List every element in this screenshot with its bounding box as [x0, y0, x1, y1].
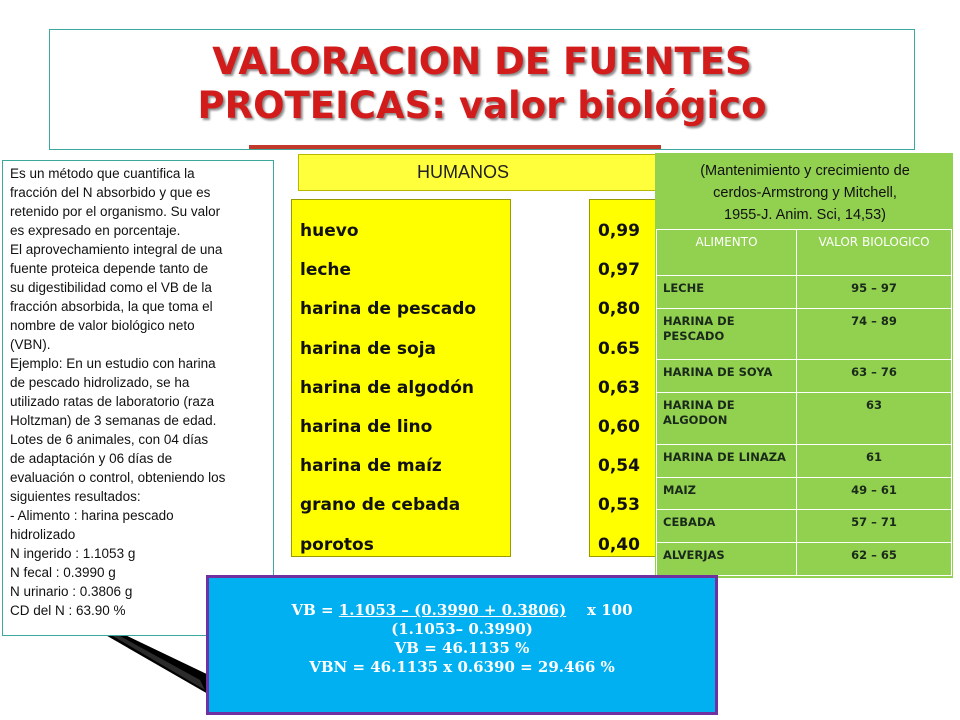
title-banner [49, 29, 915, 150]
row-value: 63 – 76 [797, 360, 952, 393]
description-line: - Alimento : harina pescado [10, 508, 174, 523]
description-line: nombre de valor biológico neto [10, 318, 195, 333]
description-line: Es un método que cuantifica la [10, 166, 195, 181]
food-item: harina de maíz [300, 456, 442, 477]
table-row [657, 510, 952, 543]
description-line: es expresado en porcentaje. [10, 223, 181, 238]
row-food: MAIZ [657, 477, 797, 510]
row-food: HARINA DE SOYA [657, 360, 797, 393]
description-line: su digestibilidad como el VB de la [10, 280, 212, 295]
description-line: (VBN). [10, 337, 51, 352]
row-value: 74 – 89 [797, 308, 952, 360]
description-line: N fecal : 0.3990 g [10, 565, 116, 580]
food-item: harina de lino [300, 417, 433, 438]
title-line-2: PROTEICAS: valor biológico [197, 84, 767, 127]
source-note-line: (Mantenimiento y crecimiento de [700, 163, 910, 179]
value-item: 0,63 [598, 377, 640, 398]
row-value: 62 – 65 [797, 543, 952, 576]
description-line: Holtzman) de 3 semanas de edad. [10, 413, 217, 428]
food-item: grano de cebada [300, 495, 461, 516]
source-note-line: 1955-J. Anim. Sci, 14,53) [724, 207, 886, 223]
row-food: HARINA DE PESCADO [657, 308, 797, 360]
description-line: de adaptación y 06 días de [10, 451, 173, 466]
table-row [657, 276, 952, 309]
value-item: 0,40 [598, 534, 640, 555]
value-item: 0,80 [598, 299, 640, 320]
humanos-foods-list [291, 199, 511, 557]
table-row [657, 444, 952, 477]
table-row [657, 477, 952, 510]
title-underline [249, 145, 661, 149]
description-line: de pescado hidrolizado, se ha [10, 375, 190, 390]
row-value: 49 – 61 [797, 477, 952, 510]
description-line: fuente proteica depende tanto de [10, 261, 209, 276]
formula-multiplier: x 100 [566, 601, 633, 619]
table-row [657, 543, 952, 576]
description-line: fracción absorbida, la que toma el [10, 299, 213, 314]
description-line: hidrolizado [10, 527, 76, 542]
value-item: 0,54 [598, 456, 640, 477]
formula-line-3: VB = 46.1135 % [394, 639, 530, 657]
description-line: siguientes resultados: [10, 489, 141, 504]
row-value: 95 – 97 [797, 276, 952, 309]
table-row [657, 360, 952, 393]
title-line-1: VALORACION DE FUENTES [212, 40, 752, 83]
row-value: 61 [797, 444, 952, 477]
formula-line-1 [209, 601, 715, 620]
description-line: retenido por el organismo. Su valor [10, 204, 221, 219]
humanos-header: HUMANOS [298, 154, 656, 191]
description-box [2, 160, 274, 636]
value-item: 0,53 [598, 495, 640, 516]
row-food: ALVERJAS [657, 543, 797, 576]
row-value: 57 – 71 [797, 510, 952, 543]
value-item: 0.65 [598, 338, 640, 359]
food-item: leche [300, 260, 352, 281]
value-item: 0,99 [598, 221, 640, 241]
description-line: Ejemplo: En un estudio con harina [10, 356, 216, 371]
humanos-values-list [589, 199, 657, 557]
food-item: harina de pescado [300, 299, 477, 320]
column-header-valor: VALOR BIOLOGICO [797, 230, 952, 276]
description-line: N urinario : 0.3806 g [10, 584, 133, 599]
formula-line-2: (1.1053– 0.3990) [391, 620, 533, 638]
value-item: 0,97 [598, 260, 640, 281]
description-line: CD del N : 63.90 % [10, 603, 126, 618]
source-note-line: cerdos-Armstrong y Mitchell, [713, 185, 897, 201]
food-item: harina de algodón [300, 377, 474, 398]
description-line: El aprovechamiento integral de una [10, 242, 223, 257]
description-line: evaluación o control, obteniendo los [10, 470, 226, 485]
food-item: huevo [300, 221, 359, 241]
row-food: CEBADA [657, 510, 797, 543]
food-item: harina de soja [300, 338, 436, 359]
row-food: HARINA DE ALGODON [657, 393, 797, 445]
row-food: HARINA DE LINAZA [657, 444, 797, 477]
description-line: utilizado ratas de laboratorio (raza [10, 394, 215, 409]
description-line: fracción del N absorbido y que es [10, 185, 211, 200]
column-header-alimento: ALIMENTO [657, 230, 797, 276]
value-item: 0,60 [598, 417, 640, 438]
row-food: LECHE [657, 276, 797, 309]
cerdos-source-note [660, 160, 950, 226]
food-item: porotos [300, 534, 374, 555]
table-row [657, 393, 952, 445]
description-line: Lotes de 6 animales, con 04 días [10, 432, 209, 447]
formula-numerator: 1.1053 – (0.3990 + 0.3806) [338, 601, 567, 619]
row-value: 63 [797, 393, 952, 445]
formula-line-4: VBN = 46.1135 x 0.6390 = 29.466 % [309, 658, 615, 676]
formula-box [206, 575, 718, 715]
table-header-row [657, 230, 952, 276]
description-line: N ingerido : 1.1053 g [10, 546, 136, 561]
cerdos-table [656, 229, 952, 576]
formula-prefix: VB = [291, 601, 339, 619]
table-row [657, 308, 952, 360]
